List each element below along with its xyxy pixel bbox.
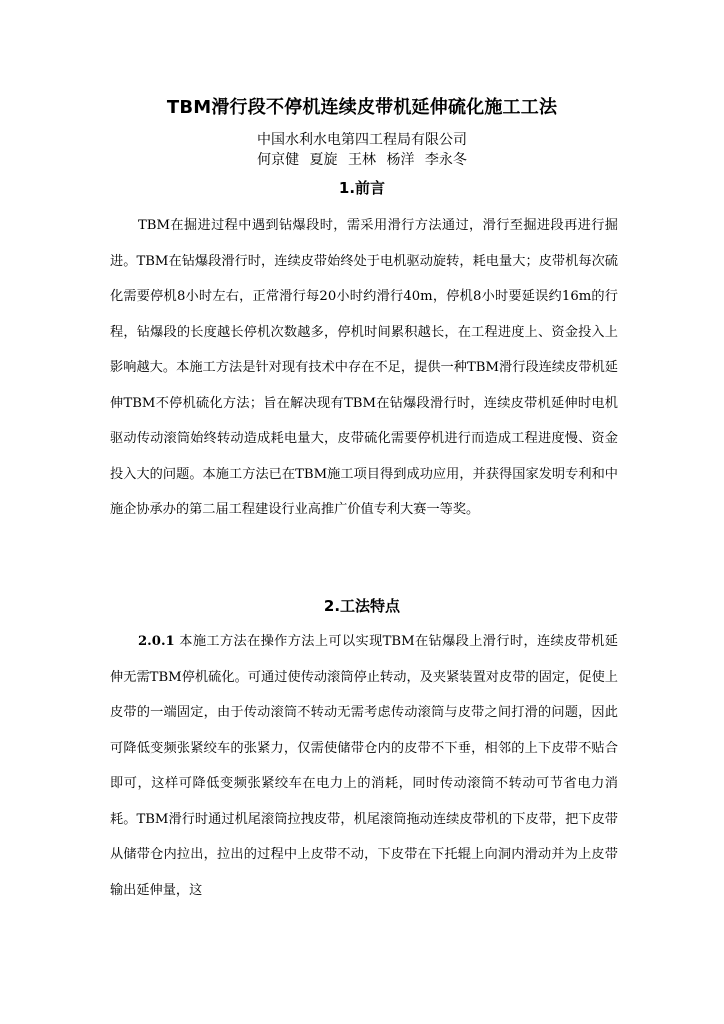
document-title: TBM滑行段不停机连续皮带机延伸硫化施工工法 <box>166 97 558 118</box>
clause-text: 本施工方法在操作方法上可以实现TBM在钻爆段上滑行时，连续皮带机延伸无需TBM停机硫化。可通过使传动滚筒停止转动，及夹紧装置对皮带的固定，促使上皮带的一端固定，由于传动滚筒不转动无需考虑传动滚筒与皮带之间打滑的问题，因此可降低变频张紧绞车的张紧力，仅需使储带仓内的皮带不下垂，相邻的上下皮带不贴合即可，这样可降低变频张紧绞车在电力上的消耗，同时传动滚筒不转动可节省电力消耗。TBM滑行时通过机尾滚筒拉拽皮带，机尾滚筒拖动连续皮带机的下皮带，把下皮带从储带仓内拉出，拉出的过程中上皮带不动，下皮带在下托辊上向洞内滑动并为上皮带输出延伸量，这 <box>110 634 618 898</box>
section-heading-features: 2.工法特点 <box>323 597 401 615</box>
clause-number: 2.0.1 <box>138 634 175 649</box>
author-name: 杨洋 <box>386 152 415 168</box>
preface-paragraph: TBM在掘进过程中遇到钻爆段时，需采用滑行方法通过，滑行至掘进段再进行掘进。TBM在钻爆段滑行时，连续皮带始终处于电机驱动旋转，耗电量大；皮带机每次硫化需要停机8小时左右，正常滑行每20小时约滑行40m，停机8小时要延误约16m的行程，钻爆段的长度越长停机次数越多，停机时间累积越长，在工程进度上、资金投入上影响越大。本施工方法是针对现有技术中存在不足，提供一种TBM滑行段连续皮带机延伸TBM不停机硫化方法；旨在解决现有TBM在钻爆段滑行时，连续皮带机延伸时电机驱动传动滚筒始终转动造成耗电量大，皮带硫化需要停机进行而造成工程进度慢、资金投入大的问题。本施工方法已在TBM施工项目得到成功应用，并获得国家发明专利和中施企协承办的第二届工程建设行业高推广价值专利大赛一等奖。 <box>110 218 618 517</box>
section-heading-preface: 1.前言 <box>338 179 386 197</box>
author-name: 夏旋 <box>309 152 338 168</box>
author-name: 李永冬 <box>424 152 467 168</box>
author-name: 何京健 <box>257 152 300 168</box>
organization-name: 中国水利水电第四工程局有限公司 <box>257 132 467 148</box>
author-list <box>0 151 724 169</box>
features-paragraph <box>110 624 618 908</box>
author-name: 王林 <box>348 152 376 168</box>
